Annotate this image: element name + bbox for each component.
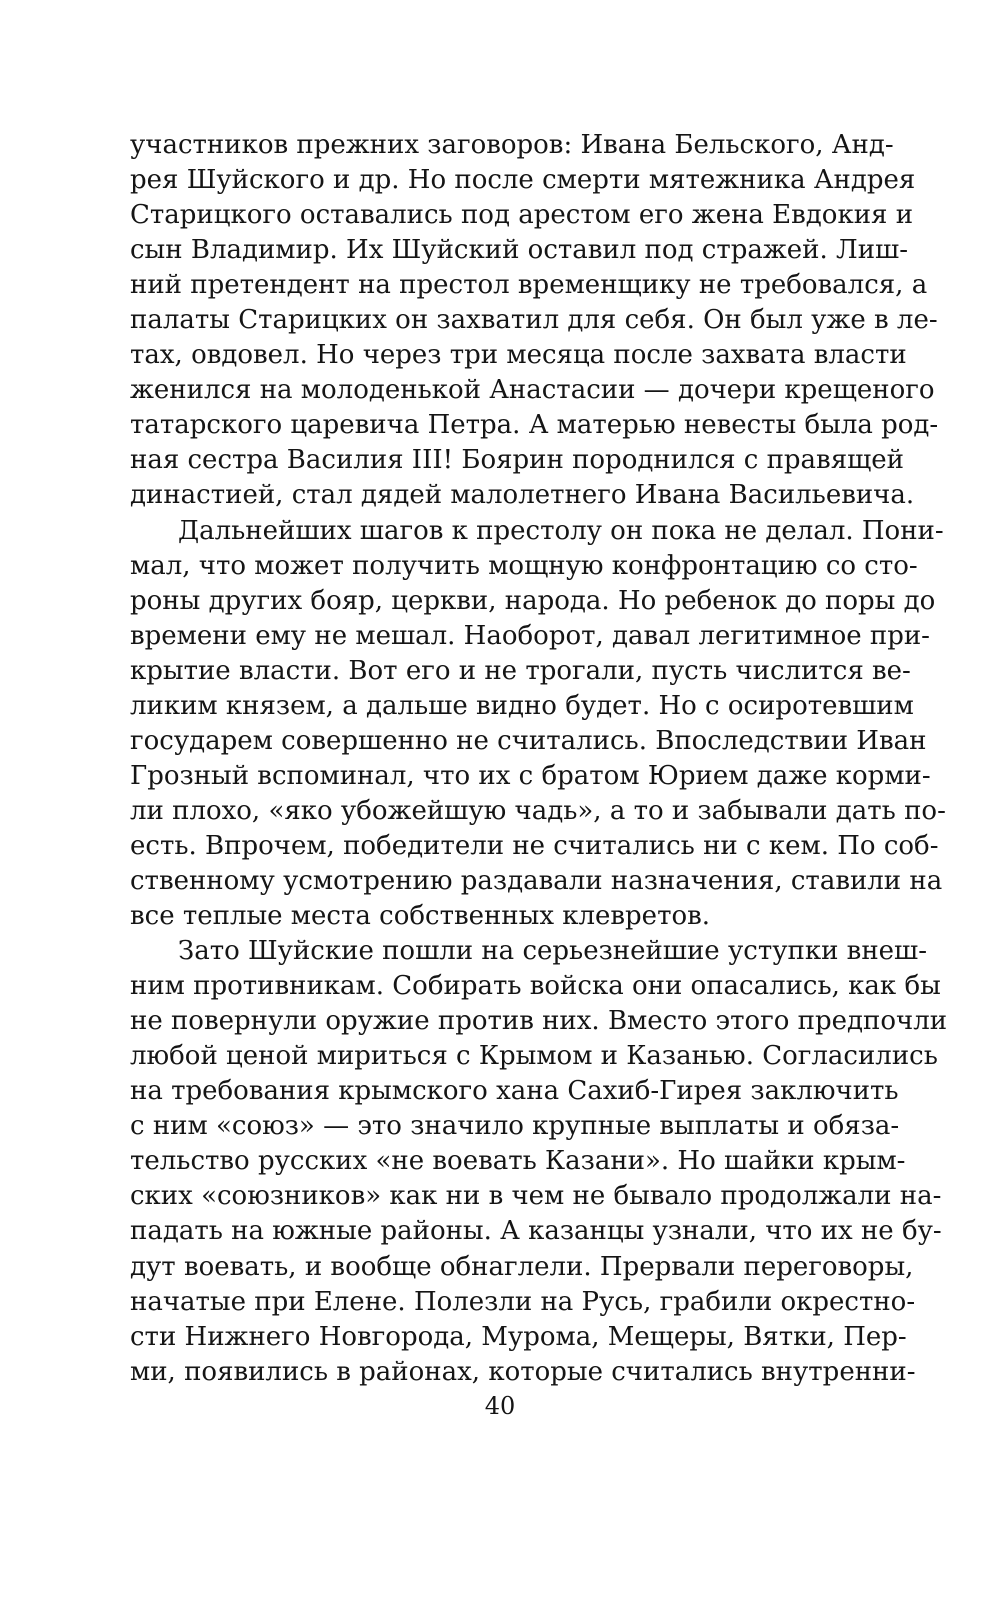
- text-line: ми, появились в районах, которые считались внутренни-: [130, 1356, 916, 1387]
- text-line: крытие власти. Вот его и не трогали, пусть числится ве-: [130, 655, 911, 686]
- paragraph-3: [130, 934, 948, 1390]
- text-line: рея Шуйского и др. Но после смерти мятежника Андрея: [130, 165, 916, 196]
- text-line: начатые при Елене. Полезли на Русь, грабили окрестно-: [130, 1286, 916, 1317]
- text-line: участников прежних заговоров: Ивана Бельского, Анд-: [130, 130, 894, 160]
- text-line: Дальнейших шагов к престолу он пока не делал. Пони-: [178, 515, 944, 546]
- text-line: ний претендент на престол временщику не требовался, а: [130, 270, 928, 301]
- text-line: династией, стал дядей малолетнего Ивана Васильевича.: [130, 480, 915, 511]
- text-line: ная сестра Василия III! Боярин породнился с правящей: [130, 445, 904, 476]
- text-line: палаты Старицких он захватил для себя. Он был уже в ле-: [130, 305, 938, 336]
- paragraph-1: [130, 128, 939, 514]
- text-line: ских «союзников» как ни в чем не бывало продолжали на-: [130, 1181, 942, 1212]
- paragraph-2: [130, 514, 946, 935]
- text-line: на требования крымского хана Сахиб-Гирея заключить: [130, 1076, 899, 1107]
- text-line: ним противникам. Собирать войска они опасались, как бы: [130, 971, 941, 1002]
- text-line: Грозный вспоминал, что их с братом Юрием даже корми-: [130, 760, 931, 791]
- text-line: мал, что может получить мощную конфронтацию со сто-: [130, 550, 918, 581]
- text-line: ли плохо, «яко убожейшую чадь», а то и забывали дать по-: [130, 795, 946, 826]
- text-line: все теплые места собственных клевретов.: [130, 901, 711, 932]
- text-line: государем совершенно не считались. Впоследствии Иван: [130, 725, 927, 756]
- text-line: татарского царевича Петра. А матерью невесты была род-: [130, 410, 939, 441]
- text-line: не повернули оружие против них. Вместо этого предпочли: [130, 1006, 948, 1037]
- text-line: сти Нижнего Новгорода, Мурома, Мещеры, Вятки, Пер-: [130, 1321, 907, 1352]
- text-line: с ним «союз» — это значило крупные выплаты и обяза-: [130, 1111, 900, 1142]
- text-line: Старицкого оставались под арестом его жена Евдокия и: [130, 200, 914, 231]
- text-line: роны других бояр, церкви, народа. Но ребенок до поры до: [130, 585, 936, 616]
- page-text: [130, 128, 948, 1390]
- page-number: 40: [484, 1392, 516, 1420]
- text-line: ликим князем, а дальше видно будет. Но с осиротевшим: [130, 690, 914, 721]
- text-line: тах, овдовел. Но через три месяца после захвата власти: [130, 340, 907, 371]
- text-line: женился на молоденькой Анастасии — дочери крещеного: [130, 375, 935, 406]
- text-line: времени ему не мешал. Наоборот, давал легитимное при-: [130, 620, 930, 651]
- text-line: любой ценой мириться с Крымом и Казанью. Согласились: [130, 1041, 938, 1072]
- text-line: дут воевать, и вообще обнаглели. Прервали переговоры,: [130, 1251, 914, 1282]
- text-line: есть. Впрочем, победители не считались ни с кем. По соб-: [130, 830, 939, 861]
- text-line: тельство русских «не воевать Казани». Но шайки крым-: [130, 1146, 906, 1177]
- text-line: сын Владимир. Их Шуйский оставил под стражей. Лиш-: [130, 235, 909, 266]
- text-line: Зато Шуйские пошли на серьезнейшие уступки внеш-: [178, 936, 927, 967]
- text-line: ственному усмотрению раздавали назначения, ставили на: [130, 865, 943, 896]
- text-line: падать на южные районы. А казанцы узнали, что их не бу-: [130, 1216, 942, 1247]
